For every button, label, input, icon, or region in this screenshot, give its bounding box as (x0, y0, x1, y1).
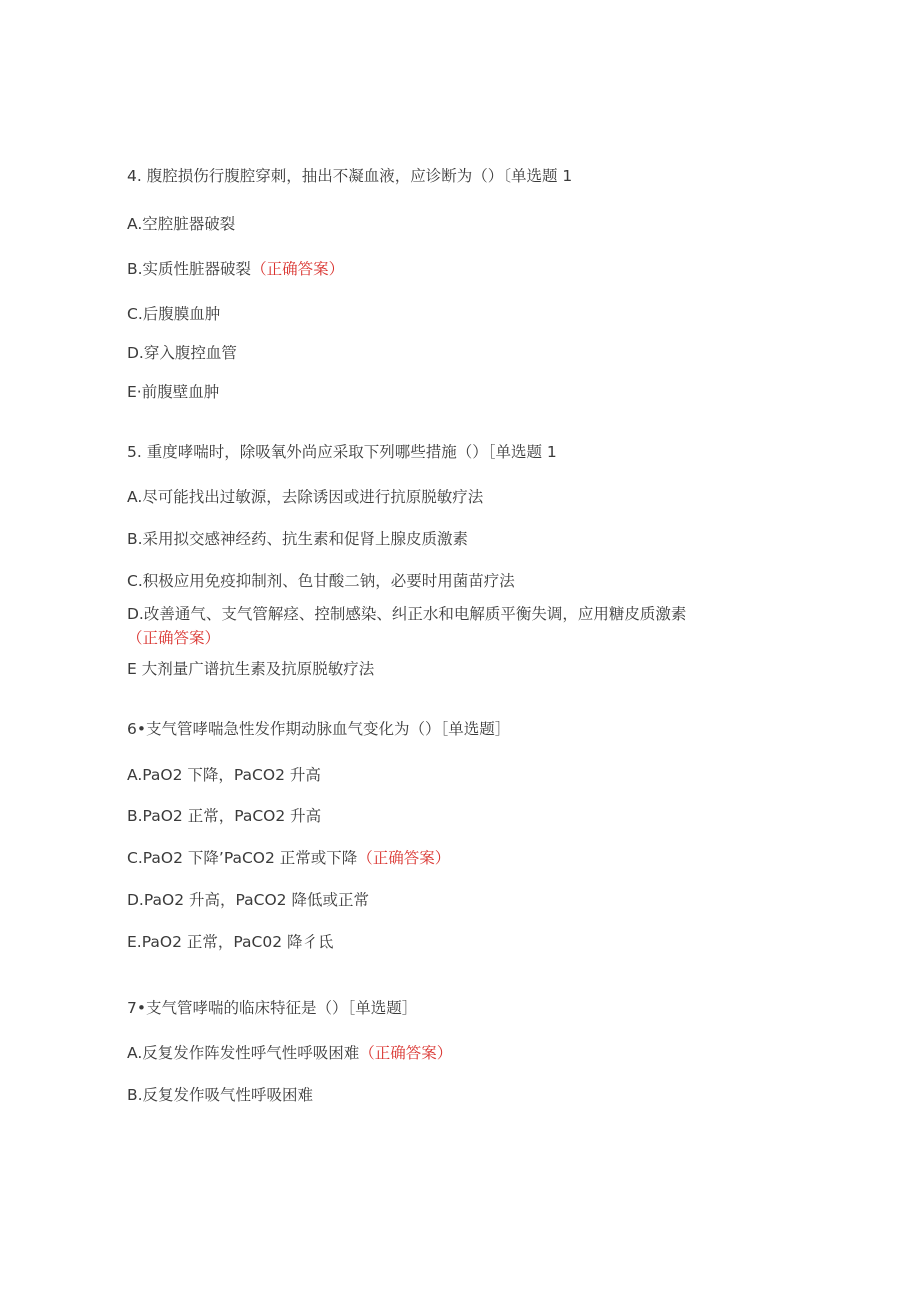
question-5-option-b: B.采用拟交感神经药、抗生素和促肾上腺皮质激素 (127, 530, 469, 548)
question-7-stem: 7•支气管哮喘的临床特征是（）［单选题］ (127, 999, 418, 1017)
question-7-option-b: B.反复发作吸气性呼吸困难 (127, 1086, 314, 1104)
correct-answer-mark: （正确答案） (251, 260, 345, 278)
question-5-stem: 5. 重度哮喘时，除吸氧外尚应采取下列哪些措施（）［单选题 1 (127, 443, 557, 461)
question-6-option-b: B.PaO2 正常，PaCO2 升高 (127, 807, 322, 825)
option-text: D.改善通气、支气管解痉、控制感染、纠正水和电解质平衡失调，应用糖皮质激素 (127, 605, 687, 623)
question-6-option-e: E.PaO2 正常，PaC02 降彳氐 (127, 933, 334, 951)
question-6-option-c (127, 846, 450, 870)
question-6-option-a: A.PaO2 下降，PaCO2 升高 (127, 766, 321, 784)
question-5-option-d (127, 602, 777, 650)
question-4-option-d: D.穿入腹控血管 (127, 344, 237, 362)
question-5-option-e: E 大剂量广谱抗生素及抗原脱敏疗法 (127, 660, 375, 678)
option-text: B.实质性脏器破裂 (127, 260, 252, 278)
question-6-stem: 6•支气管哮喘急性发作期动脉血气变化为（）［单选题］ (127, 720, 511, 738)
question-4-option-e: E·前腹壁血肿 (127, 383, 220, 401)
option-text: A.反复发作阵发性呼气性呼吸困难 (127, 1044, 360, 1062)
correct-answer-mark: （正确答案） (357, 849, 451, 867)
question-5-option-a: A.尽可能找出过敏源，去除诱因或进行抗原脱敏疗法 (127, 488, 484, 506)
correct-answer-mark: （正确答案） (359, 1044, 453, 1062)
option-text: C.PaO2 下降’PaCO2 正常或下降 (127, 849, 358, 867)
question-4-option-c: C.后腹膜血肿 (127, 305, 221, 323)
question-4-option-b (127, 257, 344, 281)
question-7-option-a (127, 1041, 452, 1065)
correct-answer-mark: （正确答案） (127, 629, 221, 647)
question-4-stem: 4. 腹腔损伤行腹腔穿刺，抽出不凝血液，应诊断为（）〔单选题 1 (127, 167, 573, 185)
question-4-option-a: A.空腔脏器破裂 (127, 215, 236, 233)
question-6-option-d: D.PaO2 升高，PaCO2 降低或正常 (127, 891, 369, 909)
question-5-option-c: C.积极应用免疫抑制剂、色甘酸二钠，必要时用菌苗疗法 (127, 572, 515, 590)
